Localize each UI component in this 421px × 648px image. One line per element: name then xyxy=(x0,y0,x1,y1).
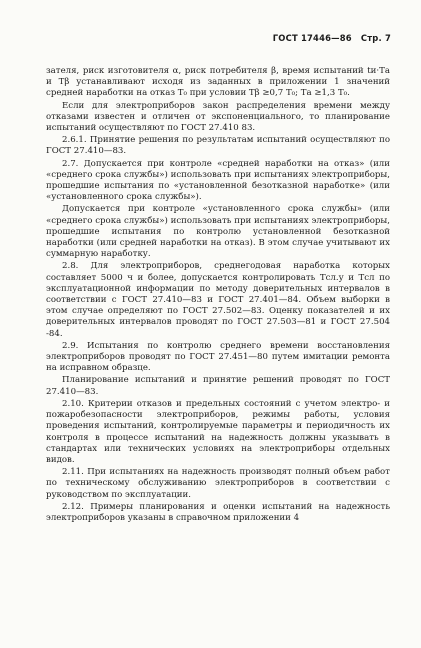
paragraph-2-7-continued: Допускается при контроле «установленного срока службы» (или «среднего срока службы») использовать при испытаниях электроприборы, прошедшие испытания по контролю установленной безотказной наработки (или средней наработки на отказ). В этом случае учитывают их суммарную наработку. xyxy=(46,204,390,260)
paragraph-distribution-law: Если для электроприборов закон распределения времени между отказами известен и отличен от экспоненциального, то планирование испытаний осуществляют по ГОСТ 27.410 83. xyxy=(46,100,390,134)
document-body xyxy=(46,66,390,524)
paragraph-continuation: зателя, риск изготовителя α, риск потребителя β, время испытаний tи·Tа и Tβ устанавливают исходя из заданных в приложении 1 значений средней наработки на отказ T₀ при условии Tβ ≥0,7 T₀; Tа ≥1,3 T₀. xyxy=(46,66,390,99)
paragraph-2-9-planning: Планирование испытаний и принятие решений проводят по ГОСТ 27.410—83. xyxy=(46,375,390,397)
page-number: Стр. 7 xyxy=(360,33,391,43)
paragraph-2-12: 2.12. Примеры планирования и оценки испытаний на надежность электроприборов указаны в справочном приложении 4 xyxy=(46,501,390,523)
paragraph-2-11: 2.11. При испытаниях на надежность производят полный объем работ по техническому обслуживанию электроприборов в соответствии с руководством по эксплуатации. xyxy=(46,467,390,500)
paragraph-2-10: 2.10. Критерии отказов и предельных состояний с учетом электро- и пожаробезопасности электроприборов, режимы работы, условия проведения испытаний, контролируемые параметры и периодичность их контроля в процессе испытаний на надежность должны указывать в стандартах или технических условиях на электроприборы отдельных видов. xyxy=(46,398,390,465)
paragraph-2-7: 2.7. Допускается при контроле «средней наработки на отказ» (или «среднего срока службы») использовать при испытаниях электроприборы, прошедшие испытания по «установленной безотказной наработке» (или «установленного срока службы»). xyxy=(46,158,390,203)
paragraph-2-8: 2.8. Для электроприборов, среднегодовая наработка которых составляет 5000 ч и более, допускается контролировать Tсл.у и Tсл по эксплуатационной информации по методу доверительных интервалов в соответствии с ГОСТ 27.410—83 и ГОСТ 27.401—84. Объем выборки в этом случае определяют по ГОСТ 27.502—83. Оценку показателей и их доверительных интервалов проводят по ГОСТ 27.503—81 и ГОСТ 27.504 -84. xyxy=(46,261,390,339)
paragraph-2-6-1: 2.6.1. Принятие решения по результатам испытаний осуществляют по ГОСТ 27.410—83. xyxy=(46,135,390,157)
standard-code: ГОСТ 17446—86 xyxy=(272,33,352,43)
paragraph-2-9: 2.9. Испытания по контролю среднего времени восстановления электроприборов проводят по ГОСТ 27.451—80 путем имитации ремонта на исправном образце. xyxy=(46,340,390,374)
page-header xyxy=(271,33,391,43)
